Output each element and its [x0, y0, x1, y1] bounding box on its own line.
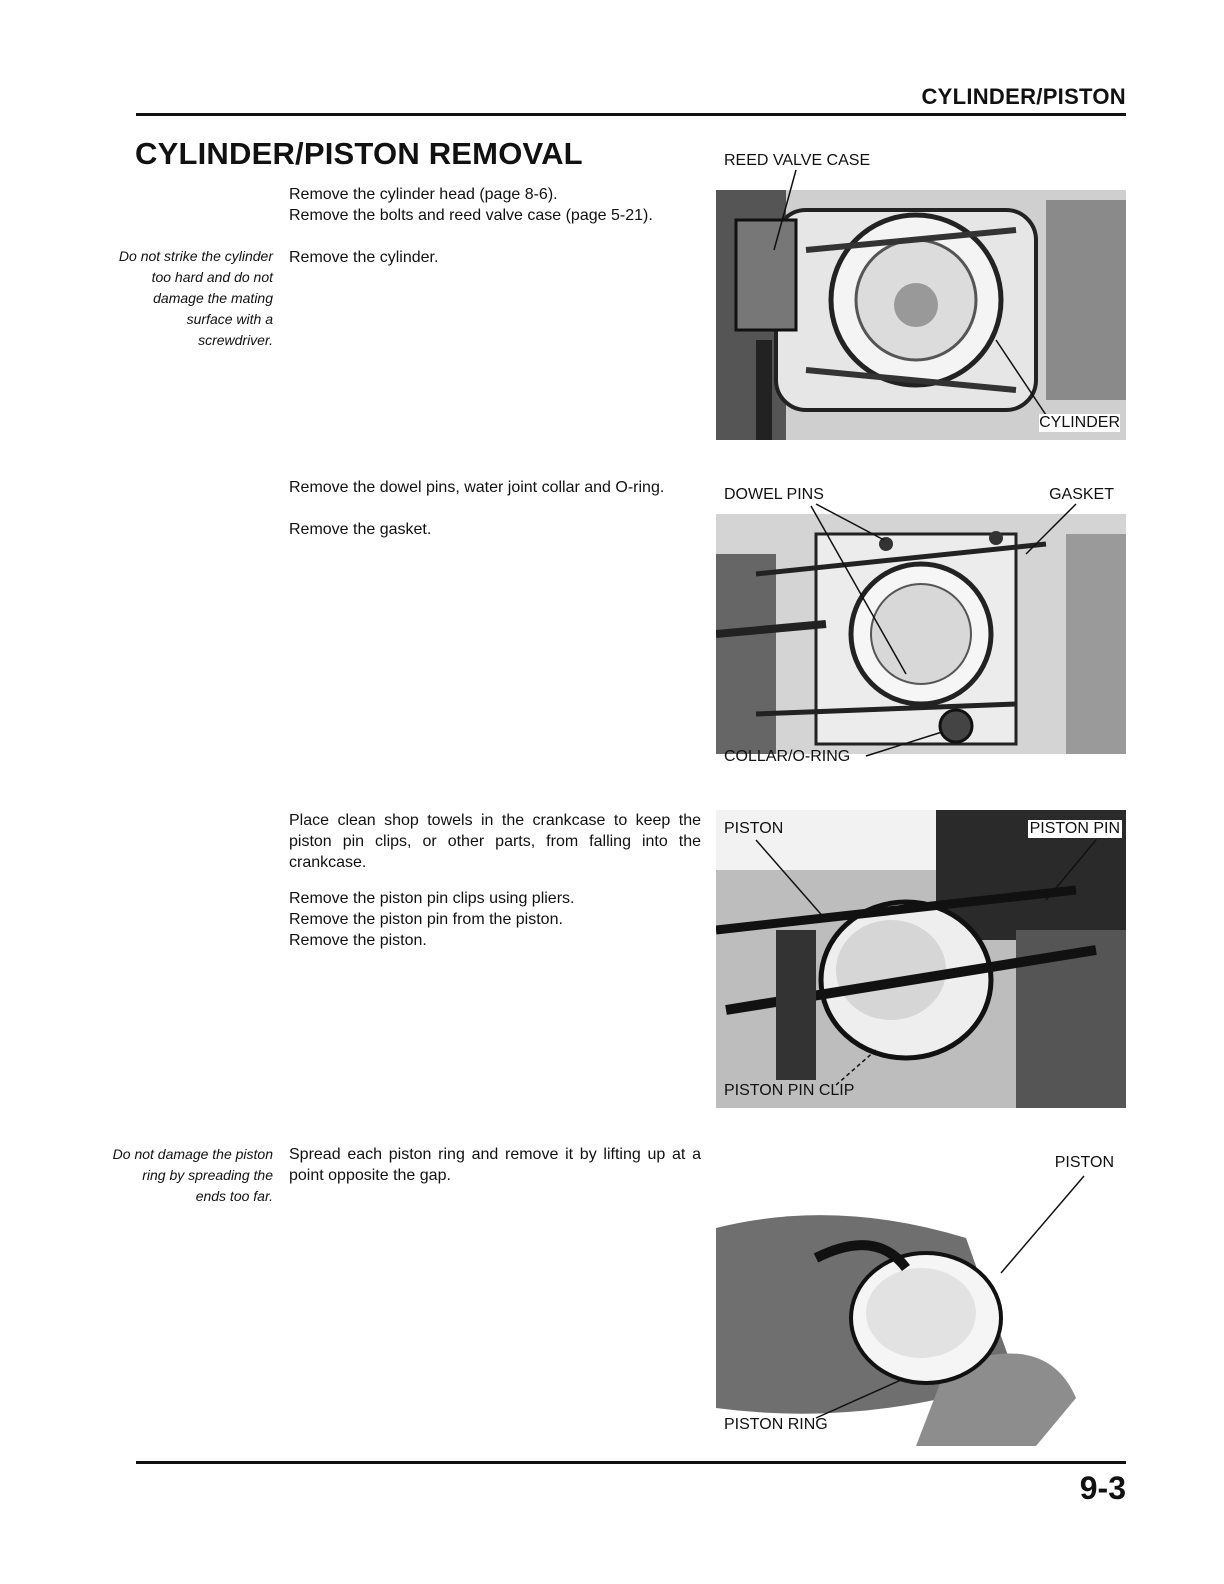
- label-collar-o-ring: COLLAR/O-RING: [724, 748, 851, 765]
- step-5-text: [289, 1144, 701, 1186]
- step-4-line-1: Remove the piston pin clips using pliers.: [289, 890, 575, 907]
- section-title: CYLINDER/PISTON REMOVAL: [135, 136, 583, 171]
- step-2-line-1: Remove the cylinder.: [289, 249, 439, 266]
- step-2-text: [289, 247, 701, 268]
- caution-note-piston-ring: Do not damage the piston ring by spreading the ends too far.: [112, 1146, 273, 1204]
- step-3-para-2: Remove the gasket.: [289, 521, 432, 538]
- label-dowel-pins: DOWEL PINS: [724, 486, 824, 503]
- step-4-text: [289, 810, 701, 951]
- step-1-text: [289, 184, 701, 226]
- label-piston-pin: PISTON PIN: [1029, 820, 1120, 837]
- step-1-line-2: Remove the bolts and reed valve case (page 5-21).: [289, 207, 653, 224]
- step-3-text: [289, 477, 701, 540]
- label-gasket: GASKET: [1049, 486, 1114, 503]
- page-number: 9-3: [1079, 1470, 1126, 1506]
- running-header: CYLINDER/PISTON: [921, 84, 1126, 109]
- step-4-para-1: Place clean shop towels in the crankcase to keep the piston pin clips, or other parts, from falling into the crankcase.: [289, 812, 701, 871]
- label-piston-pin-clip: PISTON PIN CLIP: [724, 1082, 855, 1099]
- figure-gasket-photo: [716, 474, 1126, 774]
- step-4-line-2: Remove the piston pin from the piston.: [289, 911, 563, 928]
- step-5-para-1: Spread each piston ring and remove it by lifting up at a point opposite the gap.: [289, 1146, 701, 1184]
- figure-piston-ring-photo: [716, 1148, 1126, 1446]
- step-4-line-3: Remove the piston.: [289, 932, 427, 949]
- label-piston-2: PISTON: [1054, 1154, 1114, 1171]
- header-rule: [136, 113, 1126, 116]
- caution-note-cylinder: Do not strike the cylinder too hard and do not damage the mating surface with a screwdriver.: [118, 248, 273, 348]
- label-cylinder: CYLINDER: [1039, 414, 1120, 431]
- figure-piston-pin-photo: [716, 810, 1126, 1108]
- figure-cylinder-photo: [716, 140, 1126, 440]
- step-3-para-1: Remove the dowel pins, water joint collar and O-ring.: [289, 479, 665, 496]
- label-piston-ring: PISTON RING: [724, 1416, 828, 1433]
- label-reed-valve-case: REED VALVE CASE: [724, 152, 871, 169]
- label-piston: PISTON: [724, 820, 784, 837]
- footer-rule: [136, 1461, 1126, 1464]
- step-1-line-1: Remove the cylinder head (page 8-6).: [289, 186, 558, 203]
